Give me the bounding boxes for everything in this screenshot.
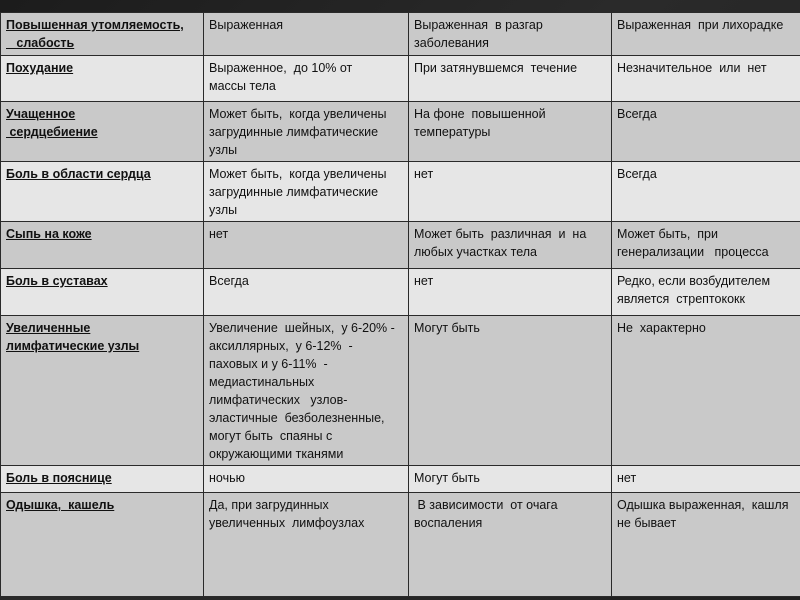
cell-text-line: генерализации процесса — [617, 245, 769, 259]
cell-text-line: могут быть спаяны с — [209, 429, 333, 443]
cell-text-line: Может быть, при — [617, 227, 718, 241]
table-cell — [409, 56, 612, 102]
cell-text-line: загрудинные лимфатические — [209, 125, 379, 139]
cell-text-line: нет — [617, 471, 637, 485]
table-row — [1, 316, 800, 466]
slide — [0, 12, 800, 588]
cell-text-line: Всегда — [209, 274, 249, 288]
cell-text-line: Может быть различная и на — [414, 227, 587, 241]
cell-text-line: узлы — [209, 203, 238, 217]
cell-text-line: Может быть, когда увеличены — [209, 107, 387, 121]
cell-text-line: не бывает — [617, 516, 677, 530]
symptom-comparison-table — [0, 12, 800, 597]
table-cell — [409, 222, 612, 269]
cell-text-line: Увеличение шейных, у 6-20% - — [209, 321, 395, 335]
table-cell — [612, 269, 800, 316]
table-cell — [204, 466, 409, 493]
table-row — [1, 269, 800, 316]
feature-cell — [1, 162, 204, 222]
cell-text-line: Боль в области сердца — [6, 167, 151, 181]
table-cell — [409, 162, 612, 222]
table-cell — [612, 56, 800, 102]
table-cell — [409, 13, 612, 56]
feature-cell — [1, 466, 204, 493]
cell-text-line: нет — [209, 227, 229, 241]
feature-cell — [1, 316, 204, 466]
cell-text-line: Могут быть — [414, 471, 480, 485]
cell-text-line: Увеличенные — [6, 321, 91, 335]
table-cell — [612, 466, 800, 493]
cell-text-line: Редко, если возбудителем — [617, 274, 771, 288]
table-cell — [204, 316, 409, 466]
cell-text-line: Может быть, когда увеличены — [209, 167, 387, 181]
table-cell — [612, 316, 800, 466]
table-body — [1, 13, 800, 597]
table-row — [1, 222, 800, 269]
table-cell — [612, 222, 800, 269]
table-cell — [204, 162, 409, 222]
cell-text-line: Всегда — [617, 107, 657, 121]
table-row — [1, 493, 800, 597]
cell-text-line: Всегда — [617, 167, 657, 181]
cell-text-line: любых участках тела — [414, 245, 538, 259]
table-cell — [612, 493, 800, 597]
cell-text-line: В зависимости от очага — [414, 498, 558, 512]
table-row — [1, 13, 800, 56]
cell-text-line: нет — [414, 274, 434, 288]
cell-text-line: заболевания — [414, 36, 489, 50]
cell-text-line: При затянувшемся течение — [414, 61, 578, 75]
table-cell — [409, 269, 612, 316]
cell-text-line: Одышка выраженная, кашля — [617, 498, 789, 512]
cell-text-line: Боль в пояснице — [6, 471, 112, 485]
table-cell — [612, 162, 800, 222]
cell-text-line: лимфатические узлы — [6, 339, 140, 353]
table-cell — [204, 222, 409, 269]
cell-text-line: увеличенных лимфоузлах — [209, 516, 365, 530]
feature-cell — [1, 269, 204, 316]
cell-text-line: Не характерно — [617, 321, 706, 335]
cell-text-line: окружающими тканями — [209, 447, 344, 461]
cell-text-line: Сыпь на коже — [6, 227, 92, 241]
table-cell — [409, 493, 612, 597]
cell-text-line: ночью — [209, 471, 245, 485]
cell-text-line: узлы — [209, 143, 238, 157]
cell-text-line: сердцебиение — [6, 125, 98, 139]
cell-text-line: Похудание — [6, 61, 74, 75]
table-cell — [204, 56, 409, 102]
cell-text-line: Выраженная при лихорадке — [617, 18, 784, 32]
cell-text-line: эластичные безболезненные, — [209, 411, 385, 425]
table-row — [1, 466, 800, 493]
cell-text-line: На фоне повышенной — [414, 107, 546, 121]
cell-text-line: Выраженная в разгар — [414, 18, 543, 32]
table-cell — [204, 269, 409, 316]
table-cell — [204, 493, 409, 597]
cell-text-line: воспаления — [414, 516, 483, 530]
cell-text-line: Могут быть — [414, 321, 480, 335]
cell-text-line: является стрептококк — [617, 292, 745, 306]
feature-cell — [1, 56, 204, 102]
cell-text-line: Одышка, кашель — [6, 498, 115, 512]
cell-text-line: температуры — [414, 125, 491, 139]
cell-text-line: Повышенная утомляемость, — [6, 18, 184, 32]
cell-text-line: аксиллярных, у 6-12% - — [209, 339, 353, 353]
cell-text-line: Незначительное или нет — [617, 61, 767, 75]
cell-text-line: Да, при загрудинных — [209, 498, 329, 512]
table-row — [1, 102, 800, 162]
table-row — [1, 56, 800, 102]
table-cell — [409, 316, 612, 466]
table-cell — [612, 102, 800, 162]
table-cell — [204, 13, 409, 56]
table-cell — [409, 466, 612, 493]
feature-cell — [1, 102, 204, 162]
feature-cell — [1, 493, 204, 597]
cell-text-line: медиастинальных — [209, 375, 315, 389]
cell-text-line: Боль в суставах — [6, 274, 108, 288]
table-cell — [204, 102, 409, 162]
cell-text-line: паховых и у 6-11% - — [209, 357, 328, 371]
cell-text-line: лимфатических узлов- — [209, 393, 348, 407]
table-row — [1, 162, 800, 222]
table-cell — [612, 13, 800, 56]
cell-text-line: Выраженная — [209, 18, 284, 32]
cell-text-line: массы тела — [209, 79, 276, 93]
feature-cell — [1, 13, 204, 56]
cell-text-line: слабость — [6, 36, 75, 50]
cell-text-line: Учащенное — [6, 107, 76, 121]
cell-text-line: нет — [414, 167, 434, 181]
cell-text-line: Выраженное, до 10% от — [209, 61, 353, 75]
cell-text-line: загрудинные лимфатические — [209, 185, 379, 199]
table-cell — [409, 102, 612, 162]
feature-cell — [1, 222, 204, 269]
